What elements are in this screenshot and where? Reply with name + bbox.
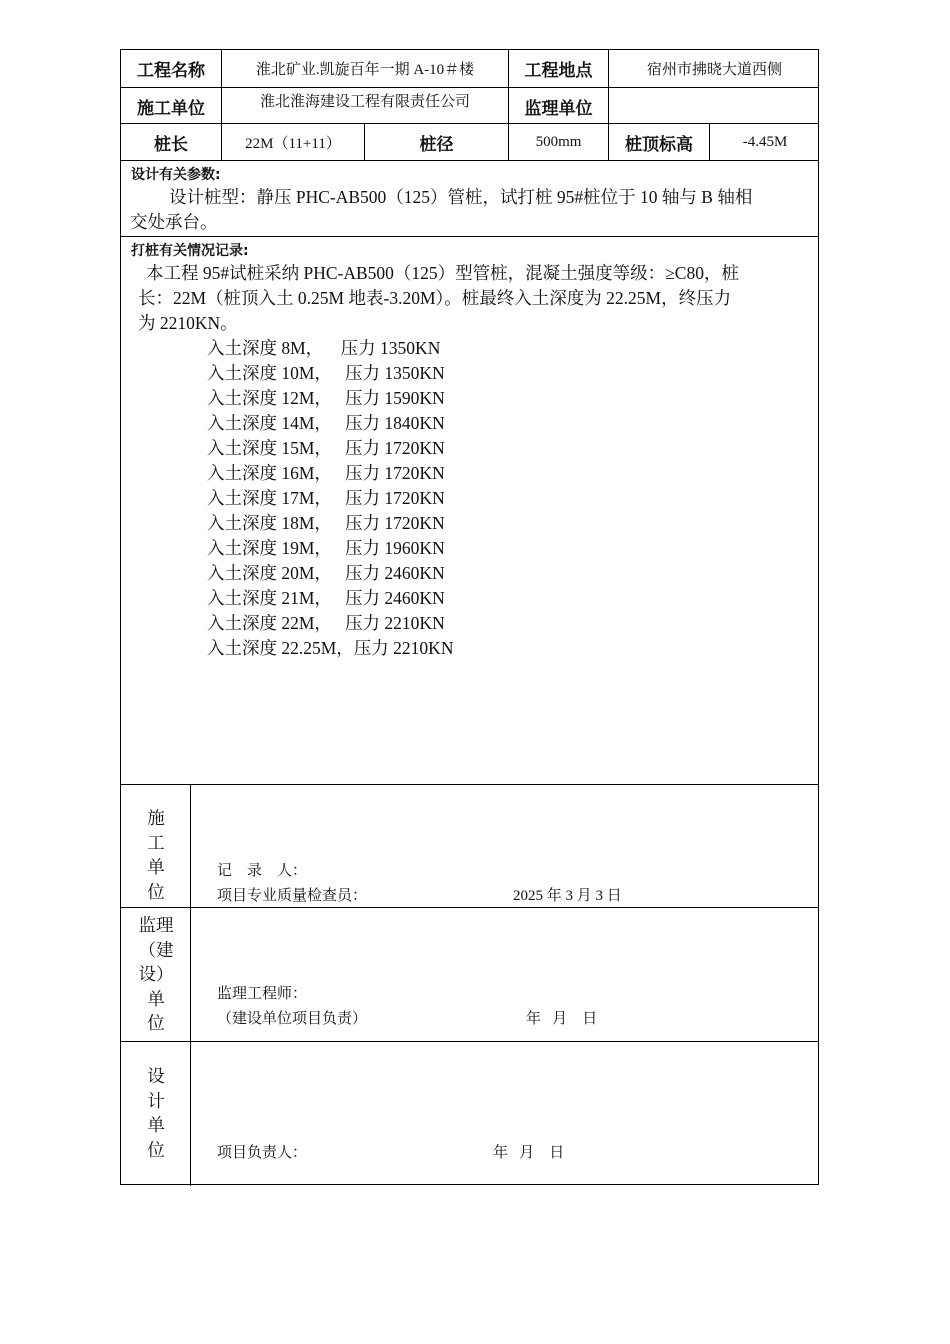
record-intro-line: 长：22M（桩顶入土 0.25M 地表-3.20M）。桩最终入土深度为 22.25M，终压力 — [138, 288, 732, 308]
record-section-title: 打桩有关情况记录: — [131, 243, 249, 259]
design-unit-label — [121, 1064, 191, 1162]
row-divider — [121, 236, 818, 237]
engineer-signature-label: 监理工程师： — [217, 986, 308, 1002]
pile-length-value: 22M（11+11） — [245, 135, 341, 152]
contractor-label: 施工单位 — [137, 98, 205, 119]
location-label: 工程地点 — [524, 61, 593, 81]
label-char: 设） — [138, 964, 174, 984]
label-char: 位 — [147, 1139, 165, 1160]
supervisor-label: 监理单位 — [524, 98, 593, 119]
location-value: 宿州市拂晓大道西侧 — [646, 62, 782, 78]
label-char: 施 — [147, 808, 165, 828]
depth-pressure-line: 入土深度 22M， 压力 2210KN — [207, 613, 445, 633]
label-char: （建 — [138, 939, 174, 960]
project-name-value: 淮北矿业.凯旋百年一期 A-10＃楼 — [255, 62, 475, 78]
design-date: 年 月 日 — [493, 1145, 565, 1161]
supervision-unit-label — [121, 913, 191, 1036]
supervisor-value — [609, 88, 820, 124]
row-divider — [121, 784, 818, 785]
label-char: 位 — [147, 1013, 165, 1033]
label-char: 监理 — [138, 915, 174, 935]
label-char: 单 — [147, 857, 165, 877]
record-intro-line: 为 2210KN。 — [138, 313, 238, 333]
depth-pressure-line: 入土深度 15M， 压力 1720KN — [207, 438, 445, 458]
record-intro-line: 本工程 95#试桩采纳 PHC-AB500（125）型管桩，混凝土强度等级：≥C80，桩 — [146, 263, 739, 283]
pile-record-form — [120, 49, 819, 1185]
design-leader-signature-label: 项目负责人： — [217, 1145, 308, 1161]
depth-pressure-line: 入土深度 19M， 压力 1960KN — [207, 538, 445, 558]
design-text-line: 设计桩型：静压 PHC-AB500（125）管桩，试打桩 95#桩位于 10 轴与 B 轴相 — [169, 187, 753, 207]
label-char: 计 — [147, 1090, 165, 1111]
supervision-date: 年 月 日 — [526, 1011, 598, 1027]
design-section-title: 设计有关参数: — [131, 167, 221, 183]
design-text-line: 交处承台。 — [130, 212, 218, 232]
inspector-signature-label: 项目专业质量检查员： — [217, 888, 368, 904]
row-divider — [121, 1041, 818, 1042]
pile-top-value: -4.45M — [742, 133, 788, 150]
depth-pressure-line: 入土深度 20M， 压力 2460KN — [207, 563, 445, 583]
recorder-signature-label: 记 录 人： — [217, 863, 308, 879]
pile-diameter-value: 500mm — [535, 133, 582, 150]
project-name-label: 工程名称 — [137, 61, 205, 81]
depth-pressure-line: 入土深度 21M， 压力 2460KN — [207, 588, 445, 608]
depth-pressure-line: 入土深度 8M， 压力 1350KN — [207, 338, 441, 358]
row-divider — [121, 160, 818, 161]
depth-pressure-line: 入土深度 12M， 压力 1590KN — [207, 388, 445, 408]
construction-date: 2025 年 3 月 3 日 — [513, 888, 622, 904]
label-char: 工 — [147, 832, 165, 853]
depth-pressure-line: 入土深度 16M， 压力 1720KN — [207, 463, 445, 483]
depth-pressure-line: 入土深度 10M， 压力 1350KN — [207, 363, 445, 383]
depth-pressure-line: 入土深度 17M， 压力 1720KN — [207, 488, 445, 508]
depth-pressure-line: 入土深度 14M， 压力 1840KN — [207, 413, 445, 433]
owner-rep-signature-label: （建设单位项目负责） — [217, 1011, 368, 1027]
depth-pressure-line: 入土深度 18M， 压力 1720KN — [207, 513, 445, 533]
pile-diameter-label: 桩径 — [419, 134, 454, 155]
construction-unit-label — [121, 806, 191, 904]
label-char: 位 — [147, 881, 165, 902]
contractor-value: 淮北淮海建设工程有限责任公司 — [259, 93, 470, 110]
label-char: 单 — [147, 1115, 165, 1135]
row-divider — [121, 907, 818, 908]
pile-length-label: 桩长 — [154, 134, 188, 155]
depth-pressure-line: 入土深度 22.25M，压力 2210KN — [207, 638, 454, 658]
label-char: 单 — [147, 988, 165, 1009]
label-char: 设 — [147, 1066, 165, 1086]
pile-top-label: 桩顶标高 — [625, 134, 693, 155]
